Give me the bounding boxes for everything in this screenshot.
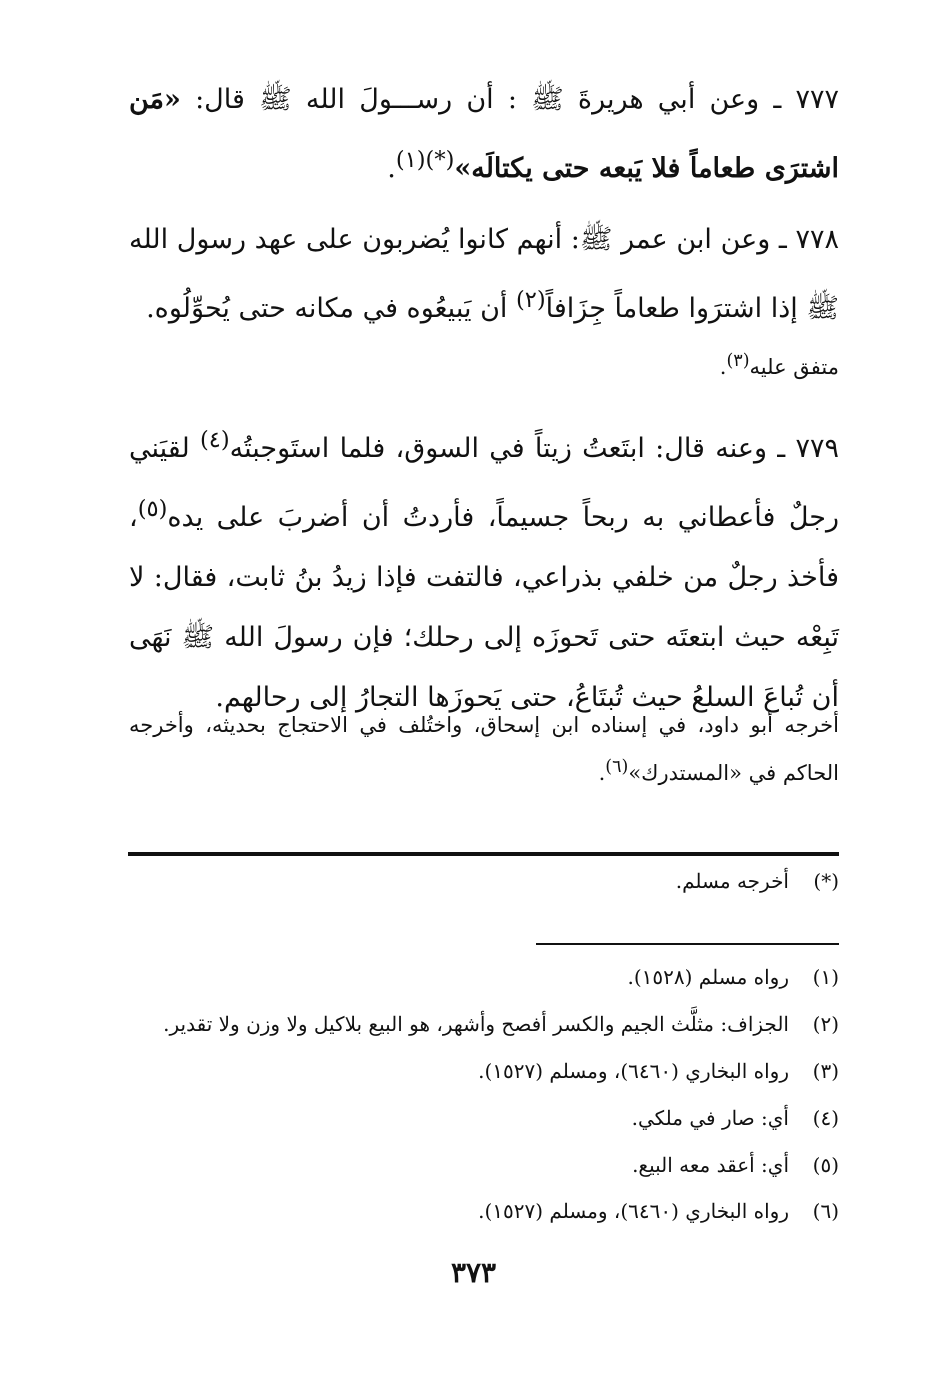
footnote-divider [536, 943, 839, 945]
hadith-779 [129, 410, 839, 728]
footnote-6 [119, 1194, 839, 1228]
star-note-text: أخرجه مسلم. [675, 869, 789, 893]
star-note-mark: (*) [813, 869, 839, 893]
hadith-778-text-cont: أن يَبيعُوه في مكانه حتى يُحوِّلُوه. [146, 293, 516, 324]
footnote-1 [119, 960, 839, 994]
footnote-ref: (٥) [137, 496, 168, 522]
footnote-number: (٦) [812, 1199, 839, 1223]
footnote-text: أي: صار في ملكي. [631, 1106, 789, 1130]
hadith-777-intro: ٧٧٧ ـ وعن أبي هريرةَ ﷺ : أن رســـولَ الله ﷺ قال: [180, 84, 839, 115]
footnote-3 [119, 1054, 839, 1088]
footnote-2 [119, 1007, 839, 1041]
hadith-778-text: ٧٧٨ ـ وعن ابن عمر ﷺ: أنهم كانوا يُضربون على عهد رسول الله ﷺ إذا اشترَوا طعاماً جِزَافاً [129, 224, 839, 324]
footnote-text: الجزاف: مثلَّث الجيم والكسر أفصح وأشهر، هو البيع بلاكيل ولا وزن ولا تقدير. [163, 1012, 789, 1036]
footnote-number: (٢) [812, 1012, 839, 1036]
footnote-number: (٤) [812, 1106, 839, 1130]
footnote-ref: (٦) [605, 757, 629, 777]
period: . [387, 153, 396, 184]
footnote-ref: (٤) [199, 427, 230, 453]
hadith-779-text-3: ، فأخذ رجلٌ من خلفي بذراعي، فالتفت فإذا زيدُ بنُ ثابت، فقال: لا تَبِعْه حيث ابتعتَه حتى تَحوزَه إلى رحلك؛ فإن رسولَ الله ﷺ نَهَى أن تُباعَ السلعُ حيث تُبتَاعُ، حتى يَحوزَها التجارُ إلى رحالهم. [129, 502, 839, 713]
star-note [119, 864, 839, 898]
footnote-ref: (*)(١) [395, 147, 455, 173]
hadith-778-source [129, 340, 839, 388]
hadith-779-text-1: ٧٧٩ ـ وعنه قال: ابتَعتُ زيتاً في السوق، فلما استَوجبتُه [229, 433, 839, 464]
footnote-text: رواه البخاري (٦٤٦٠)، ومسلم (١٥٢٧). [478, 1199, 789, 1223]
footnote-number: (٥) [812, 1153, 839, 1177]
hadith-777 [129, 70, 839, 199]
hadith-777-quote: «مَن اشترَى طعاماً فلا يَبعه حتى يكتالَه» [129, 84, 839, 184]
footnote-ref: (٢) [516, 287, 546, 313]
footnote-number: (٣) [812, 1059, 839, 1083]
period: . [598, 761, 606, 785]
footnote-text: رواه مسلم (١٥٢٨). [627, 965, 789, 989]
footnote-separator [128, 852, 839, 856]
footnote-ref: (٣) [726, 351, 750, 371]
footnote-4 [119, 1101, 839, 1135]
hadith-779-source [129, 704, 839, 794]
footnote-number: (١) [812, 965, 839, 989]
page-number: ٣٧٣ [450, 1256, 497, 1289]
source-text: أخرجه أبو داود، في إسناده ابن إسحاق، واختُلف في الاحتجاج بحديثه، وأخرجه الحاكم في «المستدرك» [129, 713, 839, 785]
period: . [719, 355, 727, 379]
footnote-5 [119, 1148, 839, 1182]
footnote-text: أي: أعقد معه البيع. [632, 1153, 789, 1177]
hadith-779-text-2: لقيَني رجلٌ فأعطاني به ربحاً جسيماً، فأردتُ أن أضربَ على يده [129, 433, 839, 533]
source-text: متفق عليه [749, 355, 839, 379]
footnote-text: رواه البخاري (٦٤٦٠)، ومسلم (١٥٢٧). [478, 1059, 789, 1083]
hadith-778 [129, 210, 839, 339]
